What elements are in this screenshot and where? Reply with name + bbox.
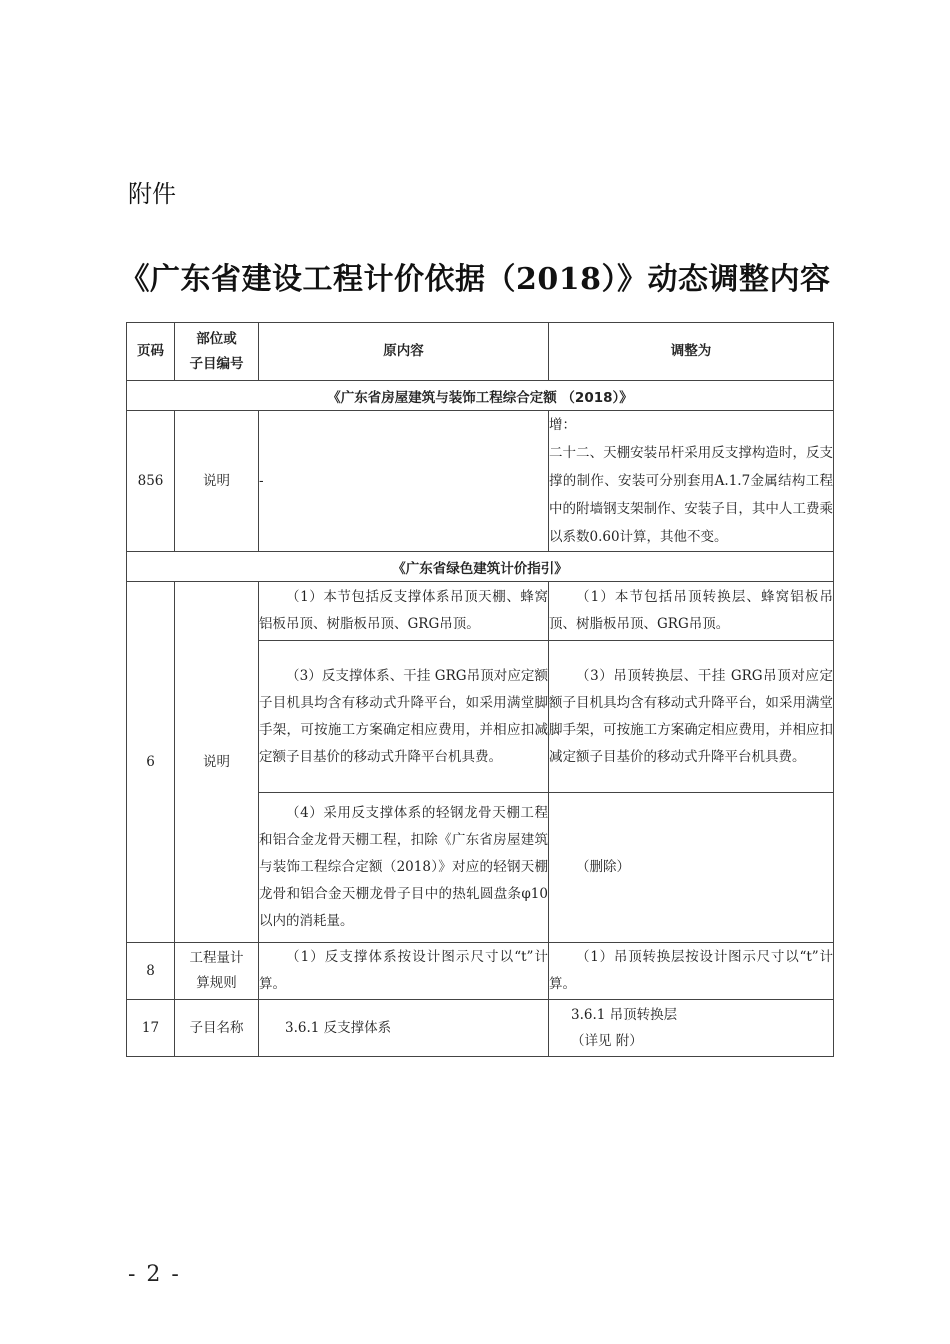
cell-part: 子目名称	[175, 1000, 259, 1057]
cell-part: 说明	[175, 582, 259, 943]
cell-part-line2: 算规则	[196, 975, 237, 991]
cell-adjusted: 增： 二十二、天棚安装吊杆采用反支撑构造时，反支撑的制作、安装可分别套用A.1.7金属结构工程中的附墙钢支架制作、安装子目，其中人工费乘以系数0.60计算，其他不变。	[549, 411, 834, 552]
page-number: - 2 -	[128, 1262, 181, 1287]
cell-original: （1）反支撑体系按设计图示尺寸以“t”计算。	[259, 943, 549, 1000]
header-part-line2: 子目编号	[189, 355, 244, 372]
cell-adjusted	[549, 1000, 834, 1057]
cell-part: 说明	[175, 411, 259, 552]
cell-part-line1: 工程量计	[189, 950, 244, 966]
cell-original: 3.6.1 反支撑体系	[259, 1000, 549, 1057]
adjustment-table	[126, 322, 834, 1057]
cell-adjusted-line2: （详见 附）	[571, 1033, 643, 1049]
header-adjusted: 调整为	[549, 323, 834, 381]
table-row	[127, 411, 834, 552]
cell-page: 17	[127, 1000, 175, 1057]
cell-adjusted: （删除）	[549, 793, 834, 943]
cell-part	[175, 943, 259, 1000]
header-part	[175, 323, 259, 381]
cell-original: （3）反支撑体系、干挂 GRG吊顶对应定额子目机具均含有移动式升降平台，如采用满堂脚手架，可按施工方案确定相应费用，并相应扣减定额子目基价的移动式升降平台机具费。	[259, 641, 549, 793]
cell-page: 856	[127, 411, 175, 552]
table-row	[127, 943, 834, 1000]
cell-adjusted-line1: 3.6.1 吊顶转换层	[571, 1007, 678, 1023]
section-row	[127, 381, 834, 411]
cell-original: （4）采用反支撑体系的轻钢龙骨天棚工程和铝合金龙骨天棚工程，扣除《广东省房屋建筑与装饰工程综合定额（2018）》对应的轻钢天棚龙骨和铝合金天棚龙骨子目中的热轧圆盘条φ10 以内的消耗量。	[259, 793, 549, 943]
cell-original: （1）本节包括反支撑体系吊顶天棚、蜂窝铝板吊顶、树脂板吊顶、GRG吊顶。	[259, 582, 549, 641]
attachment-label: 附件	[128, 180, 176, 208]
document-title: 《广东省建设工程计价依据（2018）》动态调整内容	[119, 262, 831, 297]
cell-adjusted: （1）吊顶转换层按设计图示尺寸以“t”计算。	[549, 943, 834, 1000]
table-row	[127, 582, 834, 641]
section-title-green: 《广东省绿色建筑计价指引》	[127, 552, 834, 582]
cell-original: -	[259, 411, 549, 552]
header-page: 页码	[127, 323, 175, 381]
table-row	[127, 1000, 834, 1057]
header-part-line1: 部位或	[196, 330, 237, 347]
table-header-row	[127, 323, 834, 381]
cell-adjusted: （1）本节包括吊顶转换层、蜂窝铝板吊顶、树脂板吊顶、GRG吊顶。	[549, 582, 834, 641]
cell-page: 6	[127, 582, 175, 943]
cell-adjusted: （3）吊顶转换层、干挂 GRG吊顶对应定额子目机具均含有移动式升降平台，如采用满堂脚手架，可按施工方案确定相应费用，并相应扣减定额子目基价的移动式升降平台机具费。	[549, 641, 834, 793]
header-original: 原内容	[259, 323, 549, 381]
cell-page: 8	[127, 943, 175, 1000]
section-row	[127, 552, 834, 582]
section-title-quota: 《广东省房屋建筑与装饰工程综合定额 （2018）》	[127, 381, 834, 411]
